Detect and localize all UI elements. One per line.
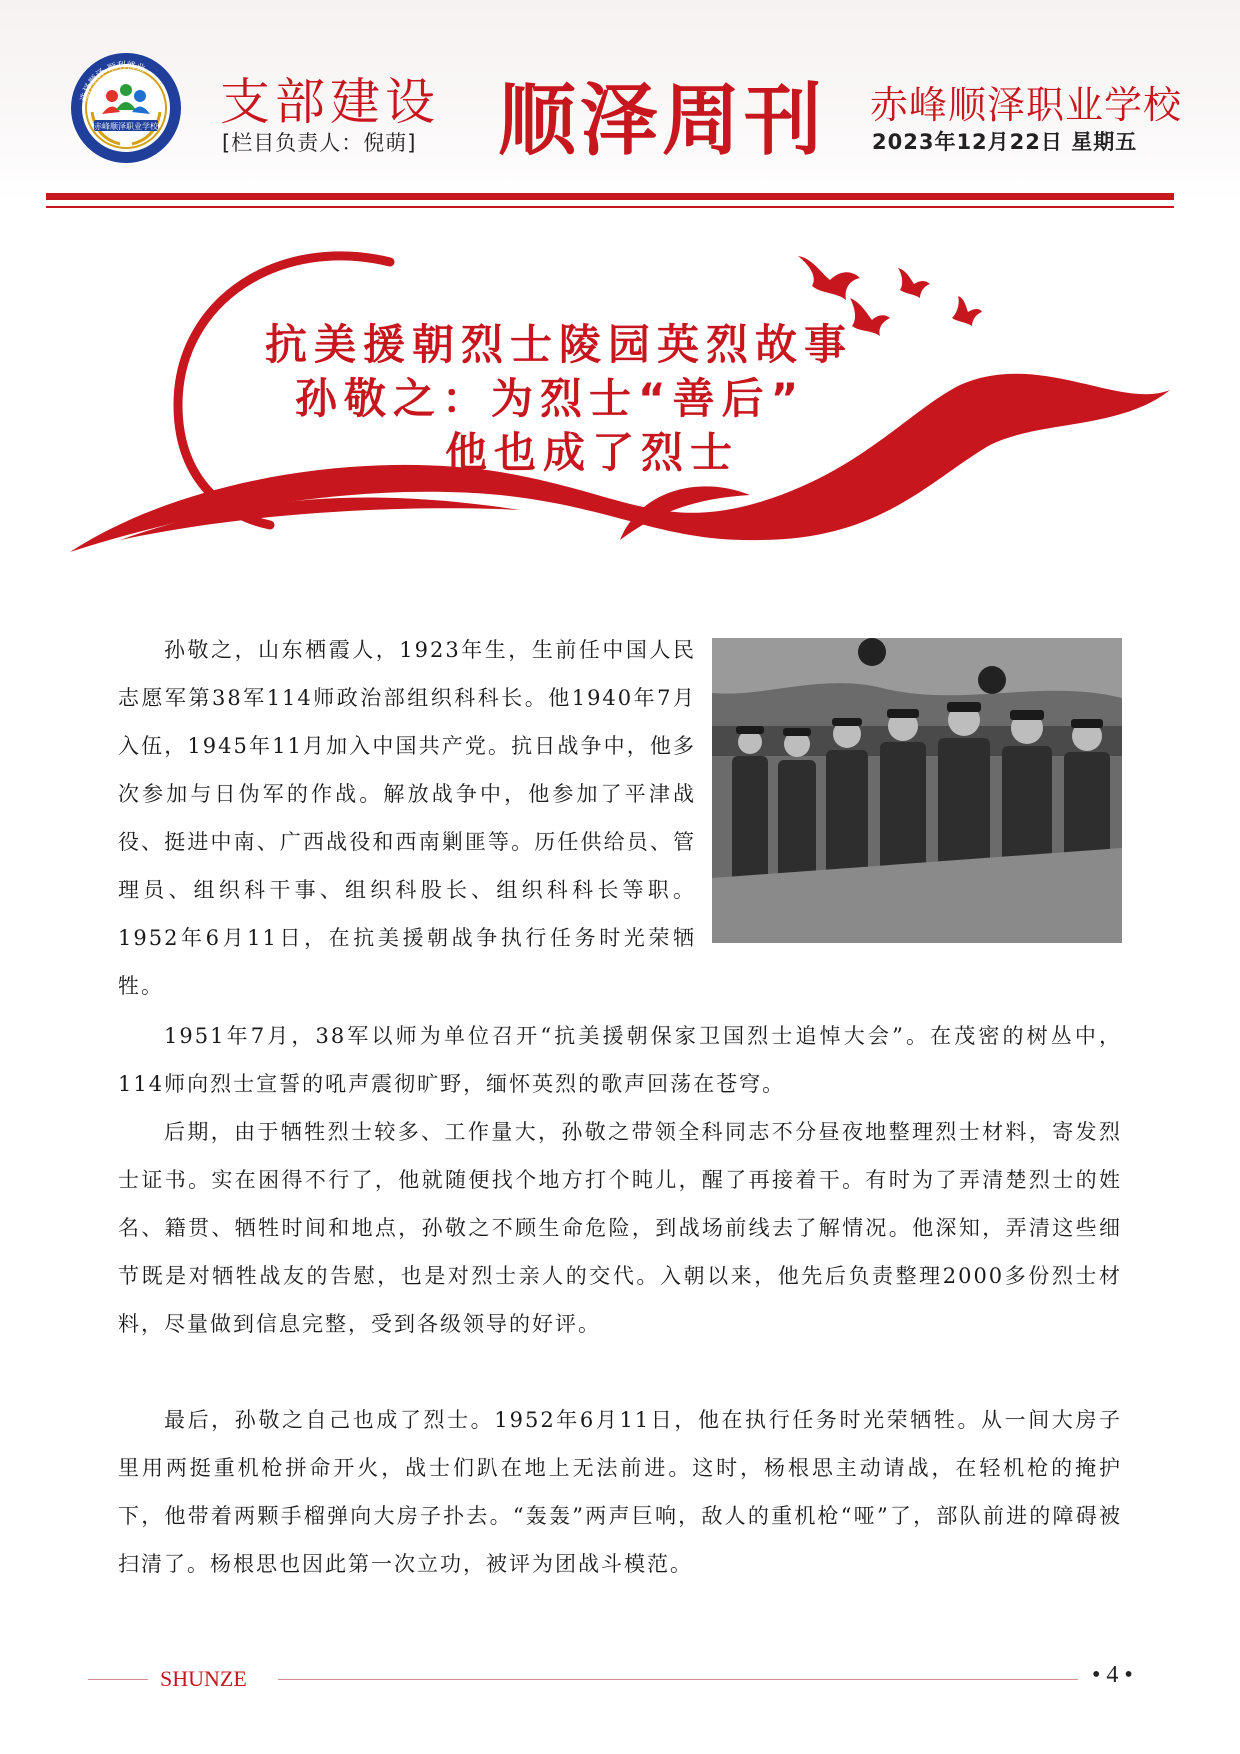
article-paragraph-1: 孙敬之，山东栖霞人，1923年生，生前任中国人民志愿军第38军114师政治部组织科科长。他1940年7月入伍，1945年11月加入中国共产党。抗日战争中，他多次参加与日伪军的作战。解放战争中，他参加了平津战役、挺进中南、广西战役和西南剿匪等。历任供给员、管理员、组织科干事、组织科股长、组织科科长等职。1952年6月11日，在抗美援朝战争执行任务时光荣牺牲。	[118, 638, 696, 998]
article-paragraph-2: 1951年7月，38军以师为单位召开“抗美援朝保家卫国烈士追悼大会”。在茂密的树丛中，114师向烈士宣誓的吼声震彻旷野，缅怀英烈的歌声回荡在苍穹。	[118, 1024, 1122, 1096]
logo-ring-text: 选择顺泽 顺利就业	[79, 60, 147, 103]
header-rule-thin	[46, 206, 1174, 208]
article-paragraph-4: 最后，孙敬之自己也成了烈士。1952年6月11日，他在执行任务时光荣牺牲。从一间大房子里用两挺重机枪拼命开火，战士们趴在地上无法前进。这时，杨根思主动请战，在轻机枪的掩护下，他带着两颗手榴弹向大房子扑去。“轰轰”两声巨响，敌人的重机枪“哑”了，部队前进的障碍被扫清了。杨根思也因此第一次立功，被评为团战斗模范。	[118, 1408, 1122, 1576]
masthead-title: 顺泽周刊	[498, 76, 827, 166]
footer-rule-right	[278, 1679, 1078, 1680]
header-rule-thick	[46, 193, 1174, 200]
page-number: • 4 •	[1092, 1662, 1133, 1688]
issue-date: 2023年12月22日 星期五	[872, 130, 1138, 154]
headline-line-1: 抗美援朝烈士陵园英烈故事	[265, 320, 854, 369]
headline	[240, 318, 1000, 480]
column-editor: [栏目负责人：倪萌]	[222, 131, 417, 155]
school-emblem-icon	[70, 52, 182, 164]
historical-soldiers-photo	[712, 638, 1122, 943]
school-name: 赤峰顺泽职业学校	[870, 83, 1183, 127]
footer-rule-left	[88, 1679, 148, 1680]
footer-brand: SHUNZE	[160, 1666, 247, 1691]
column-title: 支部建设	[220, 73, 440, 131]
headline-line-3: 他也成了烈士	[445, 428, 740, 477]
logo-banner-text: 赤峰顺泽职业学校	[94, 122, 158, 131]
headline-line-2: 孙敬之：为烈士“善后”	[295, 374, 806, 423]
article-paragraph-3: 后期，由于牺牲烈士较多、工作量大，孙敬之带领全科同志不分昼夜地整理烈士材料，寄发烈士证书。实在困得不行了，他就随便找个地方打个盹儿，醒了再接着干。有时为了弄清楚烈士的姓名、籍贯、牺牲时间和地点，孙敬之不顾生命危险，到战场前线去了解情况。他深知，弄清这些细节既是对牺牲战友的告慰，也是对烈士亲人的交代。入朝以来，他先后负责整理2000多份烈士材料，尽量做到信息完整，受到各级领导的好评。	[118, 1120, 1122, 1336]
